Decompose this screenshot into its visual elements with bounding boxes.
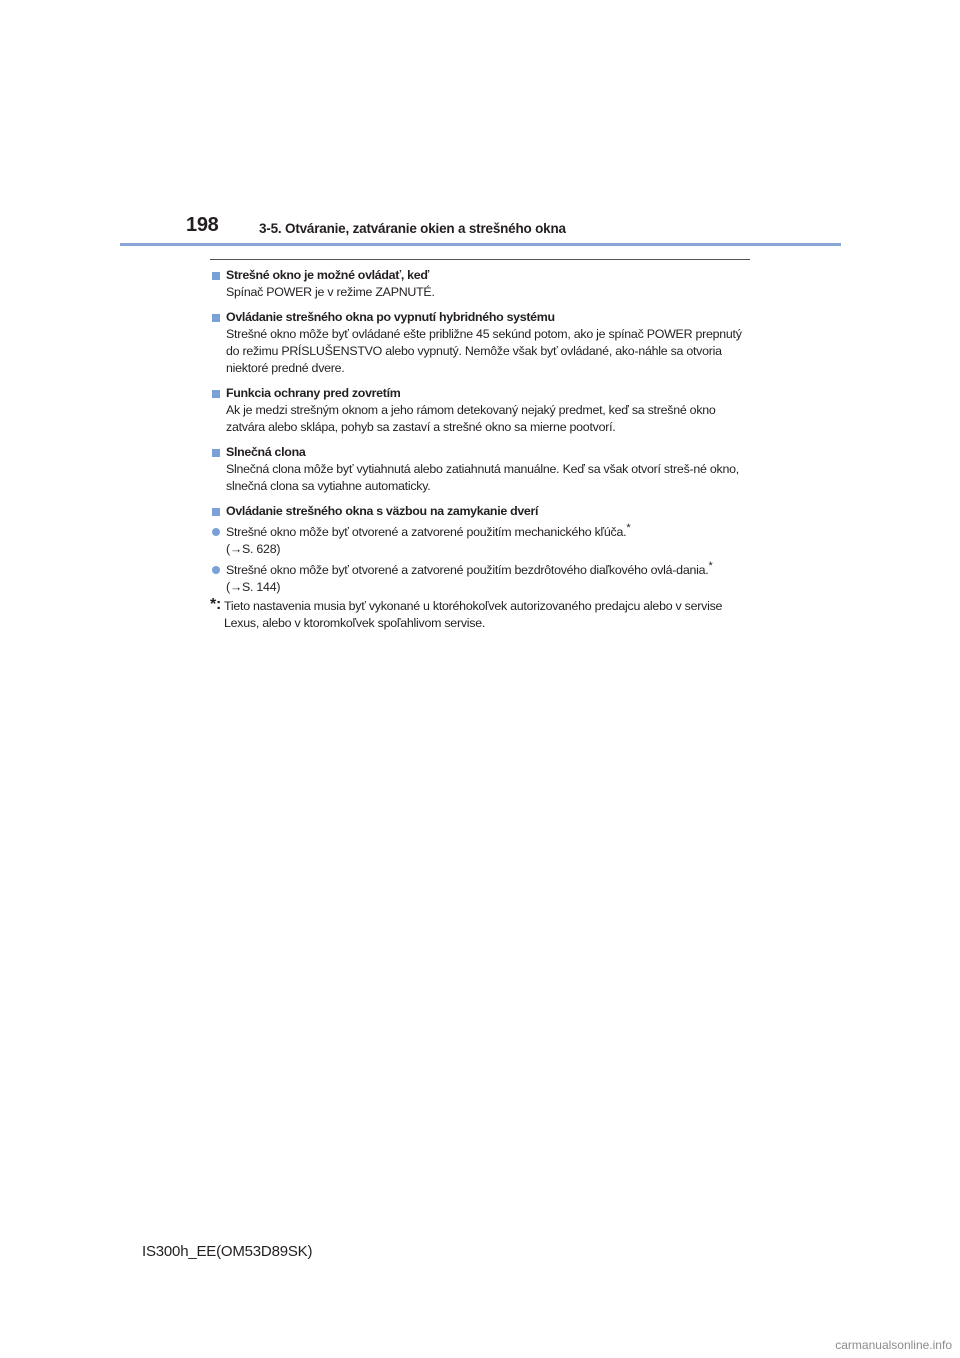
square-bullet-icon: [212, 314, 220, 322]
content-body: [210, 267, 750, 632]
section-title: 3-5. Otváranie, zatváranie okien a strešného okna: [259, 221, 566, 236]
section-heading-text: Ovládanie strešného okna s väzbou na zamykanie dverí: [226, 504, 539, 518]
section-heading-text: Funkcia ochrany pred zovretím: [226, 386, 401, 400]
section-body: Slnečná clona môže byť vytiahnutá alebo zatiahnutá manuálne. Keď sa však otvorí streš-né okno, slnečná clona sa vytiahne automaticky.: [226, 462, 739, 493]
section-body: Ak je medzi strešným oknom a jeho rámom detekovaný nejaký predmet, keď sa strešné okno zatvára alebo sklápa, pohyb sa zastaví a strešné okno sa mierne pootvorí.: [226, 403, 716, 434]
page-reference-link[interactable]: (→S. 144): [226, 580, 281, 594]
section-heading-text: Strešné okno je možné ovládať, keď: [226, 268, 429, 282]
section-body: Spínač POWER je v režime ZAPNUTÉ.: [226, 285, 435, 299]
list-item: [210, 521, 750, 558]
model-code: IS300h_EE(OM53D89SK): [142, 1243, 313, 1260]
square-bullet-icon: [212, 390, 220, 398]
section-heading-text: Slnečná clona: [226, 445, 306, 459]
list-item-body: Strešné okno môže byť otvorené a zatvorené použitím mechanického kľúča.: [226, 525, 627, 539]
page-number: 198: [186, 214, 219, 236]
circle-bullet-icon: [212, 528, 220, 536]
section-heading: [210, 267, 750, 284]
list-item-body: Strešné okno môže byť otvorené a zatvorené použitím bezdrôtového diaľkového ovlá-dania.: [226, 563, 709, 577]
section-heading-text: Ovládanie strešného okna po vypnutí hybridného systému: [226, 310, 555, 324]
circle-bullet-icon: [212, 566, 220, 574]
footnote: [210, 598, 750, 632]
section-body: Strešné okno môže byť ovládané ešte približne 45 sekúnd potom, ako je spínač POWER prepnutý do režimu PRÍSLUŠENSTVO alebo vypnutý. Nemôže však byť ovládané, ako-náhle sa otvoria niektoré predné dvere.: [226, 327, 742, 375]
list-item-text: [226, 559, 750, 596]
asterisk-mark: *: [626, 521, 631, 534]
page-header: [0, 0, 960, 250]
content-divider: [210, 259, 750, 260]
page-reference-link[interactable]: (→S. 628): [226, 542, 281, 556]
section-heading: [210, 444, 750, 461]
section-heading: [210, 385, 750, 402]
section-heading: [210, 309, 750, 326]
asterisk-mark: *: [708, 559, 713, 572]
header-divider: [120, 243, 841, 246]
list-item: [210, 559, 750, 596]
square-bullet-icon: [212, 272, 220, 280]
square-bullet-icon: [212, 449, 220, 457]
footnote-text: Tieto nastavenia musia byť vykonané u ktoréhokoľvek autorizovaného predajcu alebo v servise Lexus, alebo v ktoromkoľvek spoľahlivom servise.: [224, 599, 723, 630]
square-bullet-icon: [212, 508, 220, 516]
section-heading: [210, 503, 750, 520]
watermark: carmanualsonline.info: [835, 1338, 952, 1352]
list-item-text: [226, 521, 631, 558]
footnote-mark: *:: [210, 596, 222, 613]
